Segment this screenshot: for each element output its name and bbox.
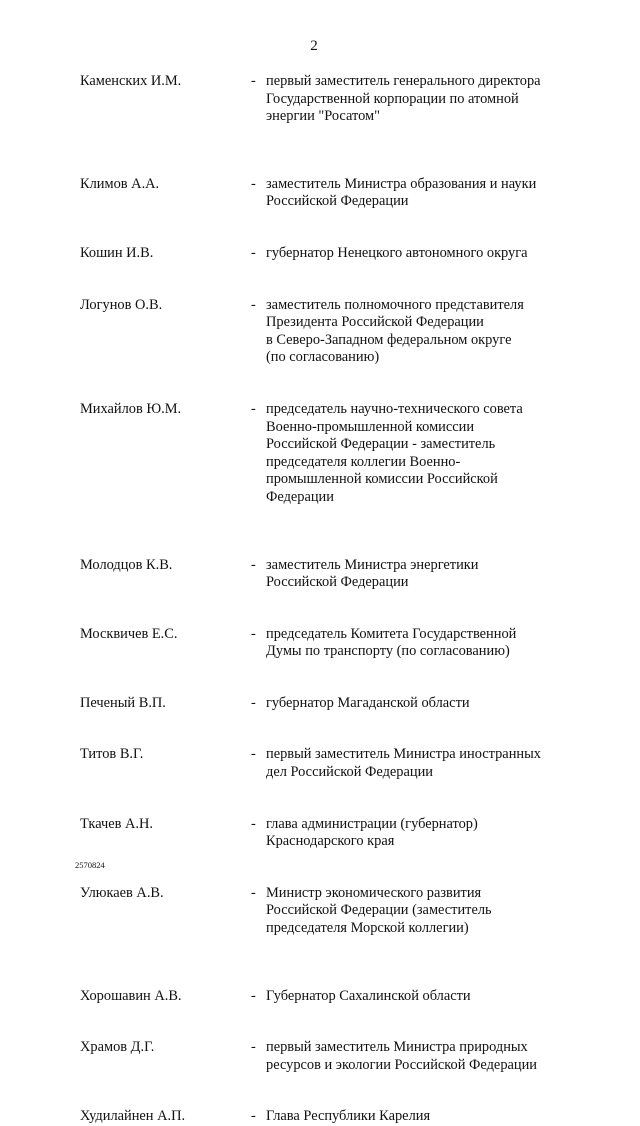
position-line: ресурсов и экологии Российской Федерации — [266, 1056, 538, 1073]
member-row — [80, 557, 560, 592]
member-row — [80, 1039, 560, 1074]
position-line: губернатор Магаданской области — [266, 694, 470, 711]
member-position — [266, 1039, 560, 1074]
member-name: Улюкаев А.В. — [80, 884, 164, 901]
member-row — [80, 245, 560, 263]
position-line: Краснодарского края — [266, 833, 395, 850]
position-line: Думы по транспорту (по согласованию) — [266, 643, 510, 660]
member-position — [266, 626, 560, 661]
position-line: председателя Морской коллегии) — [266, 920, 469, 937]
position-line: председателя коллегии Военно- — [266, 453, 461, 470]
position-line: заместитель полномочного представителя — [266, 296, 524, 313]
member-position — [266, 73, 560, 126]
member-name: Печеный В.П. — [80, 694, 166, 711]
position-line: Министр экономического развития — [266, 884, 482, 901]
dash-separator: - — [251, 400, 256, 417]
dash-separator: - — [251, 746, 256, 763]
member-name: Кошин И.В. — [80, 244, 154, 261]
position-line: дел Российской Федерации — [266, 764, 433, 781]
position-line: Российской Федерации — [266, 574, 409, 591]
dash-separator: - — [251, 884, 256, 901]
member-name: Москвичев Е.С. — [80, 625, 178, 642]
position-line: Российской Федерации — [266, 193, 409, 210]
member-row — [80, 626, 560, 661]
position-line: Федерации — [266, 488, 334, 505]
position-line: первый заместитель Министра природных — [266, 1039, 528, 1056]
member-position — [266, 401, 560, 507]
member-name: Молодцов К.В. — [80, 556, 173, 573]
dash-separator: - — [251, 556, 256, 573]
position-line: в Северо-Западном федеральном округе — [266, 331, 512, 348]
dash-separator: - — [251, 244, 256, 261]
page-number: 2 — [310, 38, 318, 54]
position-line: промышленной комиссии Российской — [266, 471, 498, 488]
position-line: глава администрации (губернатор) — [266, 815, 478, 832]
member-position — [266, 816, 560, 851]
member-name: Логунов О.В. — [80, 296, 163, 313]
dash-separator: - — [251, 1108, 256, 1125]
member-name: Худилайнен А.П. — [80, 1108, 186, 1125]
member-position — [266, 1108, 560, 1126]
dash-separator: - — [251, 1039, 256, 1056]
member-row — [80, 695, 560, 713]
position-line: Глава Республики Карелия — [266, 1108, 431, 1125]
member-roster — [80, 73, 560, 1126]
dash-separator: - — [251, 296, 256, 313]
dash-separator: - — [251, 694, 256, 711]
member-row — [80, 988, 560, 1006]
member-position — [266, 245, 560, 263]
position-line: председатель научно-технического совета — [266, 400, 523, 417]
member-name: Хорошавин А.В. — [80, 987, 182, 1004]
member-row — [80, 885, 560, 938]
member-row — [80, 73, 560, 126]
member-row — [80, 1108, 560, 1126]
member-position — [266, 695, 560, 713]
position-line: Губернатор Сахалинской области — [266, 987, 471, 1004]
member-name: Михайлов Ю.М. — [80, 400, 182, 417]
member-row — [80, 401, 560, 507]
position-line: Президента Российской Федерации — [266, 314, 484, 331]
member-position — [266, 297, 560, 367]
member-row — [80, 176, 560, 211]
position-line: губернатор Ненецкого автономного округа — [266, 244, 528, 261]
position-line: энергии "Росатом" — [266, 108, 381, 125]
member-name: Климов А.А. — [80, 175, 160, 192]
member-position — [266, 988, 560, 1006]
member-name: Каменских И.М. — [80, 73, 182, 89]
position-line: председатель Комитета Государственной — [266, 625, 517, 642]
member-position — [266, 746, 560, 781]
member-name: Ткачев А.Н. — [80, 815, 154, 832]
position-line: (по согласованию) — [266, 349, 380, 366]
document-code: 2570824 — [75, 860, 105, 870]
dash-separator: - — [251, 625, 256, 642]
member-row — [80, 746, 560, 781]
dash-separator: - — [251, 987, 256, 1004]
member-row — [80, 297, 560, 367]
member-row — [80, 816, 560, 851]
position-line: Российской Федерации - заместитель — [266, 436, 496, 453]
member-position — [266, 885, 560, 938]
position-line: первый заместитель Министра иностранных — [266, 746, 541, 763]
dash-separator: - — [251, 815, 256, 832]
position-line: Российской Федерации (заместитель — [266, 902, 492, 919]
position-line: Военно-промышленной комиссии — [266, 418, 475, 435]
position-line: первый заместитель генерального директора — [266, 73, 541, 89]
position-line: заместитель Министра образования и науки — [266, 175, 537, 192]
member-position — [266, 557, 560, 592]
position-line: заместитель Министра энергетики — [266, 556, 479, 573]
member-name: Храмов Д.Г. — [80, 1039, 155, 1056]
member-name: Титов В.Г. — [80, 746, 144, 763]
member-position — [266, 176, 560, 211]
dash-separator: - — [251, 73, 256, 89]
dash-separator: - — [251, 175, 256, 192]
position-line: Государственной корпорации по атомной — [266, 90, 519, 107]
